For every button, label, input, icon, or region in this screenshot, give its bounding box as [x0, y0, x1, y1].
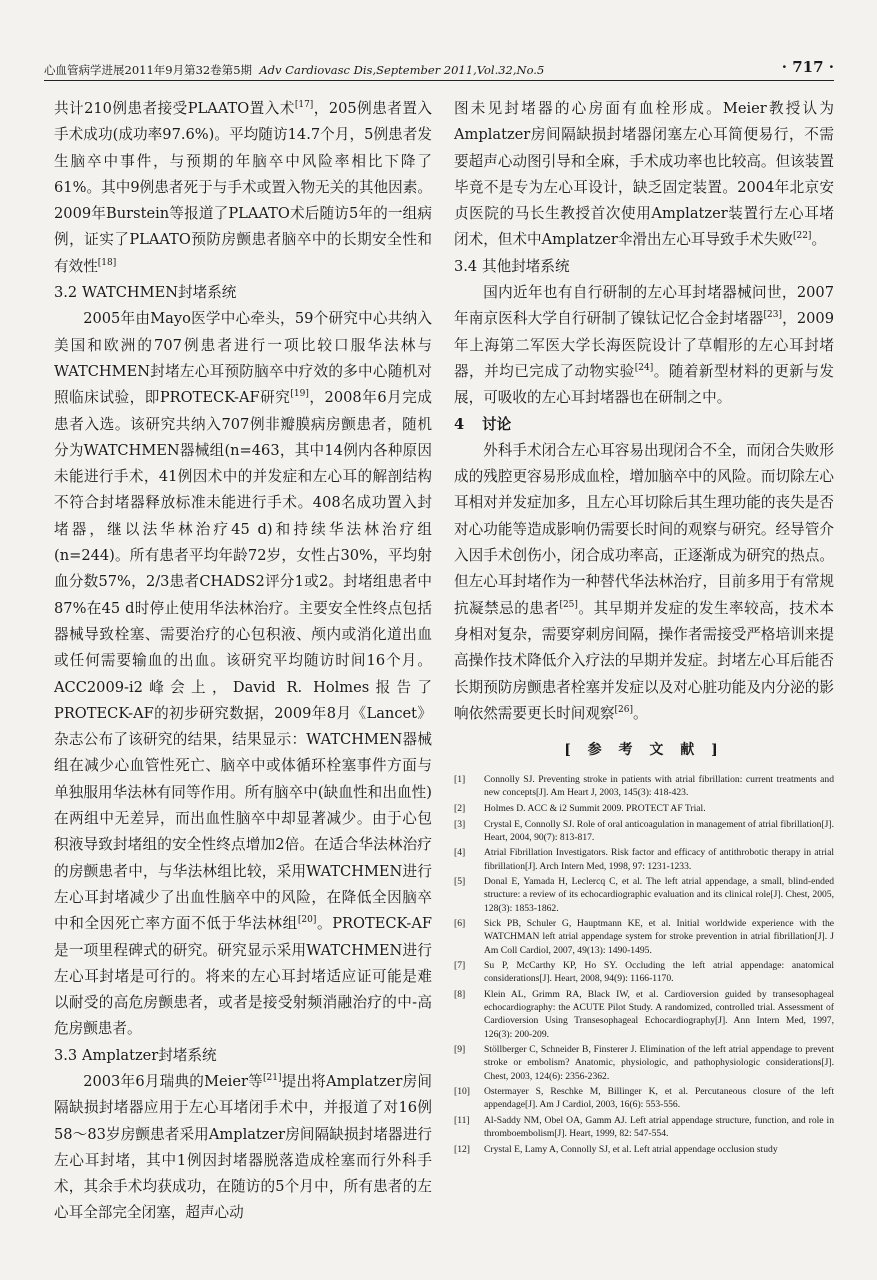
reference-list — [454, 773, 834, 1156]
citation[interactable]: [26] — [614, 704, 634, 715]
citation[interactable]: [22] — [792, 231, 812, 242]
journal-info — [44, 62, 544, 78]
reference-item: [7] Su P, McCarthy KP, Ho SY. Occluding the left atrial appendage: anatomical considerations[J]. Heart, 2008, 94(9): 1166-1170. — [454, 960, 834, 985]
section-heading: 4 讨论 — [454, 415, 512, 433]
journal-name-cn: 心血管病学进展2011年9月第32卷第5期 — [44, 63, 253, 77]
paragraph: 外科手术闭合左心耳容易出现闭合不全，而闭合失败形成的残腔更容易形成血栓，增加脑卒中的风险。而切除左心耳相对并发症加多，且左心耳切除后其生理功能的丧失是否对心功能等造成影响仍需要长时间的观察与研究。经导管介入因手术创伤小，闭合成功率高，正逐渐成为研究的热点。但左心耳封堵作为一种替代华法林治疗，目前多用于有常规抗凝禁忌的患者[25]。其早期并发症的发生率较高，技术本身相对复杂，需要穿刺房间隔，操作者需接受严格培训来提高操作技术降低介入疗法的早期并发症。封堵左心耳后能否长期预防房颤患者栓塞并发症以及对心脏功能及内分泌的影响依然需要更长时间观察[26]。 — [454, 441, 834, 722]
citation[interactable]: [23] — [763, 310, 782, 321]
section-heading: 3.3 Amplatzer封堵系统 — [54, 1046, 217, 1064]
citation[interactable]: [25] — [559, 599, 578, 610]
paragraph: 2003年6月瑞典的Meier等[21]提出将Amplatzer房间隔缺损封堵器应用于左心耳堵闭手术中，并报道了对16例58～83岁房颤患者采用Amplatzer房间隔缺损封堵器进行左心耳封堵，其中1例因封堵器脱落造成栓塞而行外科手术，其余手术均获成功，在随访的5个月中，所有患者的左心耳全部完全闭塞，超声心动 — [54, 1072, 432, 1222]
journal-name-en: Adv Cardiovasc Dis,September 2011,Vol.32,No.5 — [259, 63, 545, 77]
reference-item: [8] Klein AL, Grimm RA, Black IW, et al. Cardioversion guided by transesophageal echocardiography: the ACUTE Pilot Study. A randomized, controlled trial. Assessment of Cardioversion Using Transesophageal Echocardiography[J]. Ann Intern Med, 1997, 126(3): 200-209. — [454, 988, 834, 1040]
paragraph: 国内近年也有自行研制的左心耳封堵器械问世，2007年南京医科大学自行研制了镍钛记忆合金封堵器[23]，2009年上海第二军医大学长海医院设计了草帽形的左心耳封堵器，并均已完成了动物实验[24]。随着新型材料的更新与发展，可吸收的左心耳封堵器也在研制之中。 — [454, 284, 834, 407]
citation[interactable]: [19] — [290, 389, 309, 400]
reference-item: [1] Connolly SJ. Preventing stroke in patients with atrial fibrillation: current treatments and new concepts[J]. Am Heart J, 2003, 145(3): 418-423. — [454, 774, 834, 799]
running-header — [44, 58, 834, 80]
reference-item: [10] Ostermayer S, Reschke M, Billinger K, et al. Percutaneous closure of the left appendage[J]. Am J Cardiol, 2003, 16(6): 553-556. — [454, 1086, 834, 1111]
header-rule — [44, 80, 834, 81]
reference-item: [3] Crystal E, Connolly SJ. Role of oral anticoagulation in management of atrial fibrillation[J]. Heart, 2004, 90(7): 813-817. — [454, 818, 834, 843]
reference-item: [11] Al-Saddy NM, Obel OA, Gamm AJ. Left atrial appendage structure, function, and role in thromboembolism[J]. Heart, 1999, 82: 547-554. — [454, 1114, 834, 1140]
section-heading: 3.2 WATCHMEN封堵系统 — [54, 284, 237, 302]
section-heading: 3.4 其他封堵系统 — [454, 257, 570, 275]
citation[interactable]: [17] — [294, 100, 314, 111]
citation[interactable]: [21] — [262, 1073, 282, 1084]
right-column — [454, 96, 834, 1158]
references-heading: [ 参 考 文 献 ] — [564, 742, 724, 759]
page-number: · 717 · — [781, 58, 834, 76]
reference-item: [4] Atrial Fibrillation Investigators. Risk factor and efficacy of antithrobotic therapy in atrial fibrillation[J]. Arch Intern Med, 1998, 97: 1231-1233. — [454, 847, 834, 872]
citation[interactable]: [18] — [97, 257, 117, 268]
reference-item: [12] Crystal E, Lamy A, Connolly SJ, et al. Left atrial appendage occlusion study — [454, 1143, 778, 1155]
reference-item: [5] Donal E, Yamada H, Leclercq C, et al. The left atrial appendage, a small, blind-ended structure: a review of its echocardiographic evaluation and its clinical role[J]. Chest, 2005, 128(3): 1853-1862. — [454, 876, 834, 914]
paragraph: 共计210例患者接受PLAATO置入术[17]，205例患者置入手术成功(成功率97.6%)。平均随访14.7个月，5例患者发生脑卒中事件，与预期的年脑卒中风险率相比下降了61%。其中9例患者死于与手术或置入物无关的其他因素。2009年Burstein等报道了PLAATO术后随访5年的一组病例，证实了PLAATO预防房颤患者脑卒中的长期安全性和有效性[18] — [54, 100, 432, 275]
reference-item: [2] Holmes D. ACC & i2 Summit 2009. PROTECT AF Trial. — [454, 802, 706, 814]
reference-item: [6] Sick PB, Schuler G, Hauptmann KE, et al. Initial worldwide experience with the WATCHMAN left atrial appendage system for stroke prevention in atrial fibrillation[J]. J Am Coll Cardiol, 2007, 49(13): 1490-1495. — [454, 918, 834, 956]
reference-item: [9] Stöllberger C, Schneider B, Finsterer J. Elimination of the left atrial appendage to prevent stroke or embolism? Anatomic, physiologic, and pathophysiologic considerations[J]. Chest, 2003, 124(6): 2356-2362. — [454, 1044, 834, 1082]
paragraph: 图未见封堵器的心房面有血栓形成。Meier教授认为Amplatzer房间隔缺损封堵器闭塞左心耳简便易行，不需要超声心动图引导和全麻，手术成功率也比较高。但该装置毕竟不是专为左心耳设计，缺乏固定装置。2004年北京安贞医院的马长生教授首次使用Amplatzer装置行左心耳堵闭术，但术中Amplatzer伞滑出左心耳导致手术失败[22]。 — [454, 100, 834, 249]
citation[interactable]: [24] — [634, 363, 654, 374]
citation[interactable]: [20] — [297, 915, 317, 926]
left-column — [54, 96, 432, 1227]
paragraph: 2005年由Mayo医学中心牵头，59个研究中心共纳入美国和欧洲的707例患者进行一项比较口服华法林与WATCHMEN封堵左心耳预防脑卒中疗效的多中心随机对照临床试验，即PROTECK-AF研究[19]，2008年6月完成患者入选。该研究共纳入707例非瓣膜病房颤患者，随机分为WATCHMEN器械组(n=463，其中14例内各种原因未能进行手术，41例因术中的并发症和左心耳的解剖结构不符合封堵器释放标准未能进行手术。408名成功置入封堵器，继以法华林治疗45 d)和持续华法林治疗组(n=244)。所有患者平均年龄72岁，女性占30%，平均射血分数57%，2/3患者CHADS2评分1或2。封堵组患者中87%在45 d时停止使用华法林治疗。主要安全性终点包括器械导致栓塞、需要治疗的心包积液、颅内或消化道出血或任何需要输血的出血。该研究平均随访时间16个月。ACC2009-i2峰会上，David R. Holmes报告了PROTECK-AF的初步研究数据，2009年8月《Lancet》杂志公布了该研究的结果，结果显示：WATCHMEN器械组在减少心血管性死亡、脑卒中或体循环栓塞事件方面与单独服用华法林有同等作用。所有脑卒中(缺血性和出血性)在两组中无差异，而出血性脑卒中却显著减少。由于心包积液导致封堵组的安全性终点增加2倍。在适合华法林治疗的房颤患者中，与华法林组比较，采用WATCHMEN进行左心耳封堵减少了出血性脑卒中的风险，在降低全因脑卒中和全因死亡率方面不低于华法林组[20]。PROTECK-AF是一项里程碑式的研究。研究显示采用WATCHMEN进行左心耳封堵是可行的。将来的左心耳封堵适应证可能是难以耐受的高危房颤患者，或者是接受射频消融治疗的中-高危房颤患者。 — [54, 310, 432, 1038]
